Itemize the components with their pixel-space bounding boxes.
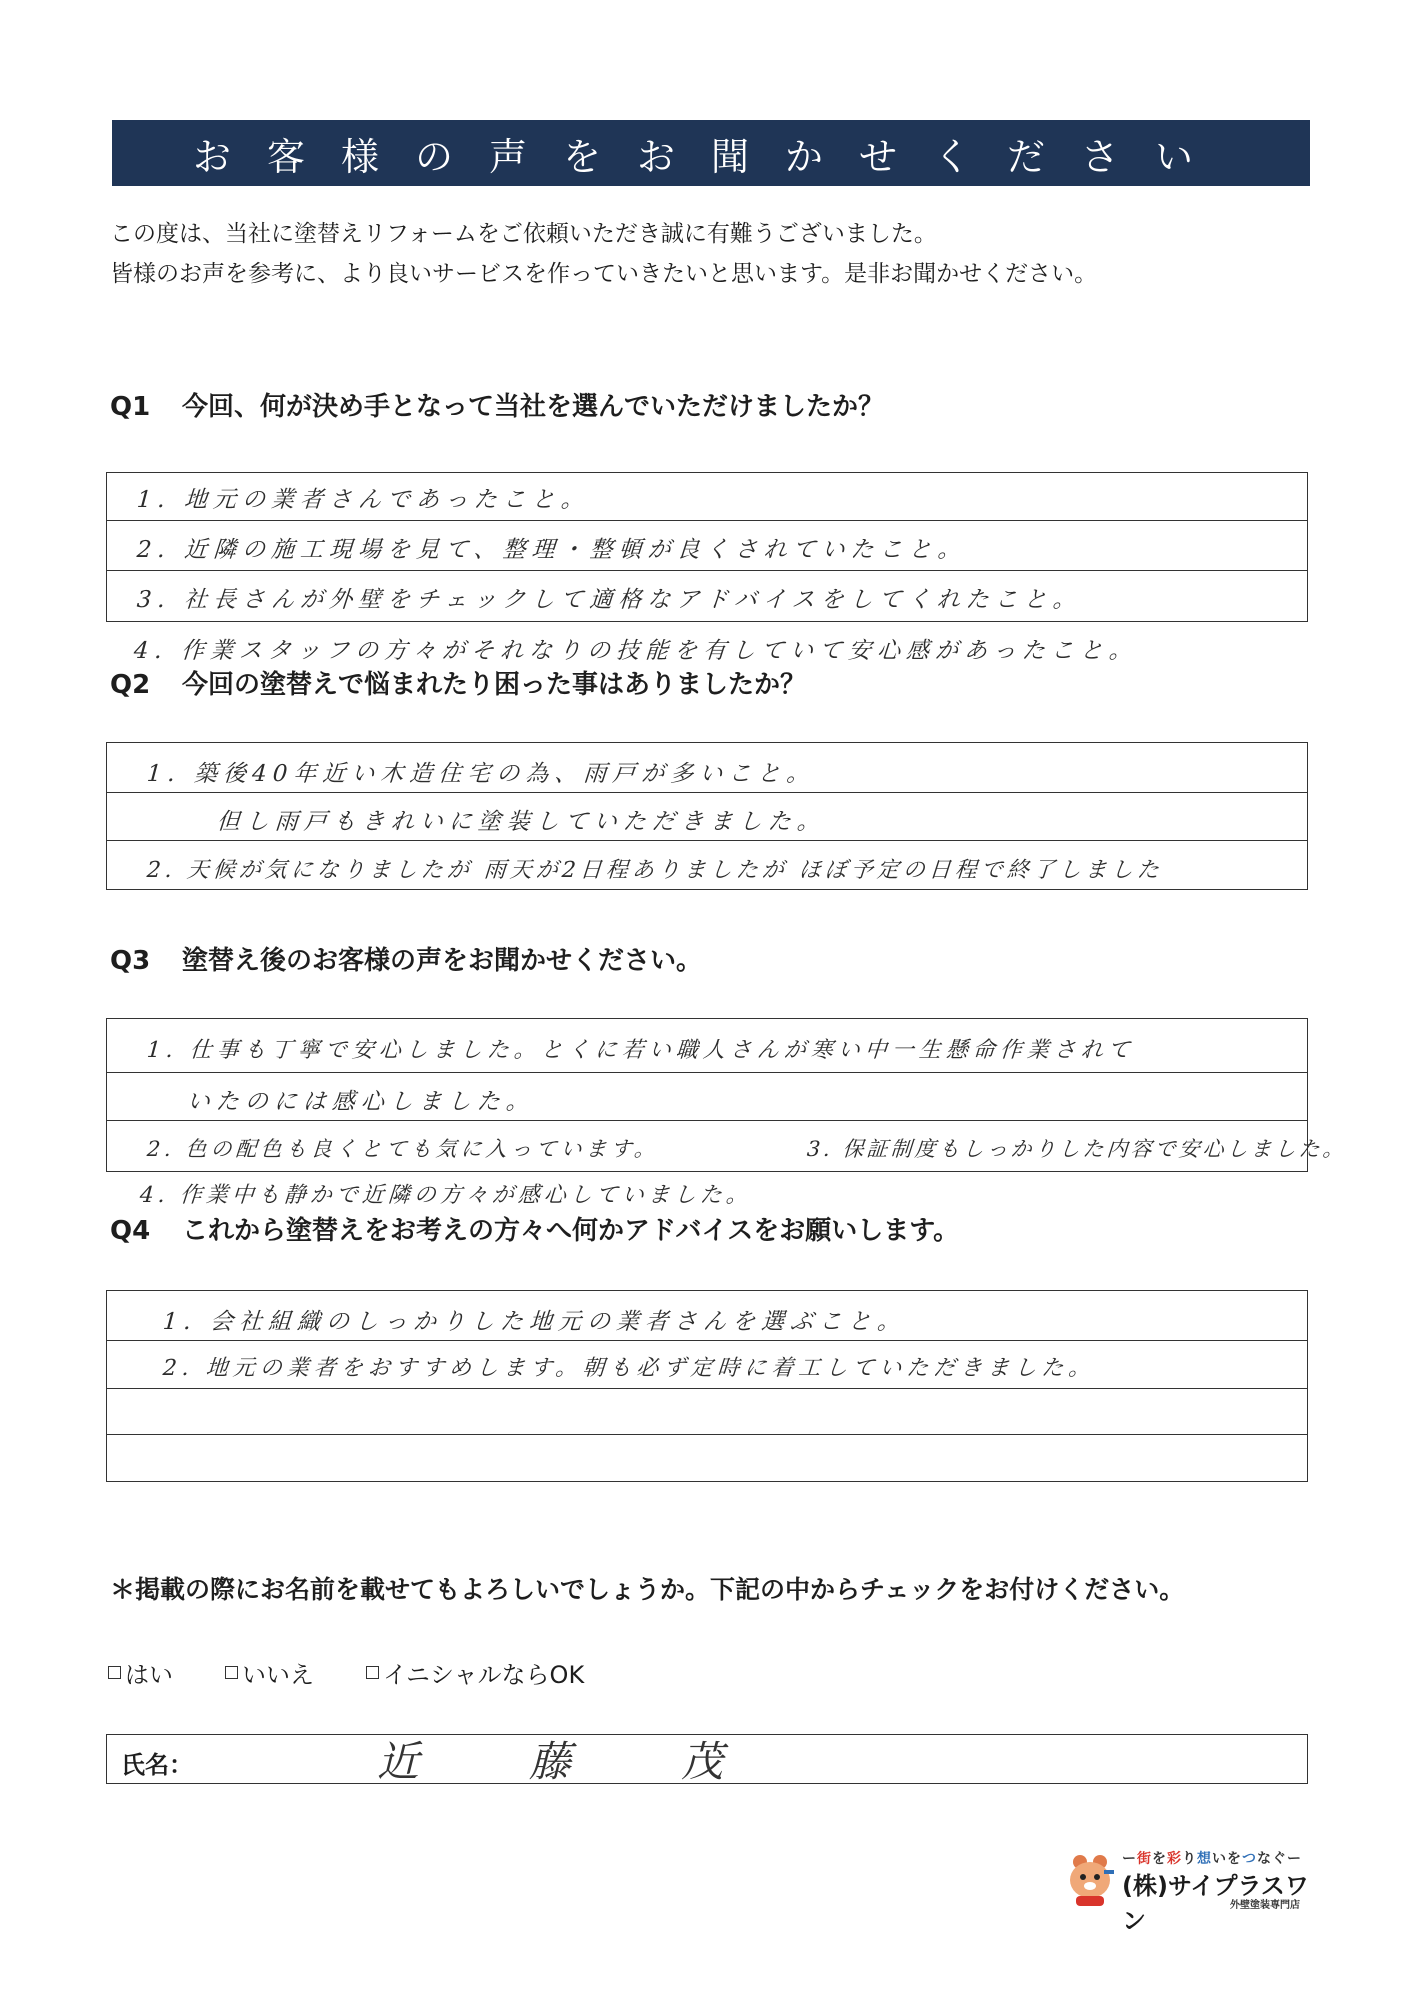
intro-line-2: 皆様のお声を参考に、より良いサービスを作っていきたいと思います。是非お聞かせください。 [110, 261, 1098, 287]
company-subtitle: 外壁塗装専門店 [1230, 1900, 1300, 1911]
publication-consent-note: ＊掲載の際にお名前を載せてもよろしいでしょうか。下記の中からチェックをお付けください。 [110, 1575, 1185, 1604]
answer-box-q1 [106, 472, 1308, 622]
choice-label: はい [125, 1661, 173, 1689]
handwritten-answer: 2. 近隣の施工現場を見て、整理・整頓が良くされていたこと。 [135, 537, 968, 563]
answer-row [107, 1435, 1307, 1481]
answer-row [107, 1073, 1307, 1121]
answer-row [107, 571, 1307, 621]
handwritten-answer: 2. 天候が気になりましたが 雨天が2日程ありましたが ほぼ予定の日程で終了しました [145, 858, 1164, 883]
choice-no[interactable] [225, 1655, 314, 1690]
handwritten-answer: いたのには感心しました。 [185, 1089, 536, 1115]
checkbox-icon[interactable] [366, 1666, 379, 1679]
checkbox-icon[interactable] [225, 1666, 238, 1679]
answer-row [107, 793, 1307, 841]
company-name: (株)サイプラスワン [1122, 1872, 1309, 1935]
choice-label: いいえ [242, 1661, 314, 1689]
choice-yes[interactable] [108, 1655, 173, 1690]
answer-row [107, 841, 1307, 889]
question-number: Q1 [110, 392, 151, 422]
answer-box-q3 [106, 1018, 1348, 1172]
handwritten-answer: 4. 作業中も静かで近隣の方々が感心していました。 [138, 1183, 753, 1208]
intro-line-1: この度は、当社に塗替えリフォームをご依頼いただき誠に有難うございました。 [110, 221, 937, 247]
answer-box-q4 [106, 1290, 1308, 1482]
handwritten-answer: 3. 社長さんが外壁をチェックして適格なアドバイスをしてくれたこと。 [135, 587, 1083, 613]
question-2 [110, 664, 806, 701]
handwritten-answer: 2. 色の配色も良くとても気に入っています。 [146, 1137, 660, 1161]
choice-label: イニシャルならOK [383, 1661, 585, 1689]
handwritten-answer: 3. 保証制度もしっかりした内容で安心しました。 [806, 1137, 1348, 1161]
answer-row [107, 473, 1307, 521]
handwritten-answer: 4. 作業スタッフの方々がそれなりの技能を有していて安心感があったこと。 [132, 638, 1139, 664]
answer-row [107, 521, 1307, 571]
answer-row [107, 1121, 1348, 1171]
question-text: これから塗替えをお考えの方々へ何かアドバイスをお願いします。 [182, 1216, 960, 1246]
answer-box-q2 [106, 742, 1308, 890]
choice-initials[interactable] [366, 1655, 584, 1690]
answer-row [107, 1291, 1307, 1341]
page-title: お客様の声をお聞かせください [112, 120, 1310, 186]
checkbox-icon[interactable] [108, 1666, 121, 1679]
question-1 [110, 386, 884, 423]
handwritten-answer: 但し雨戸もきれいに塗装していただきました。 [215, 809, 827, 835]
handwritten-answer: 1. 仕事も丁寧で安心しました。とくに若い職人さんが寒い中一生懸命作業されて [145, 1038, 1136, 1063]
mascot-icon [1060, 1852, 1118, 1908]
name-field[interactable] [106, 1734, 1308, 1784]
name-label: 氏名： [121, 1751, 193, 1779]
question-number: Q2 [110, 670, 151, 700]
handwritten-answer: 1. 地元の業者さんであったこと。 [135, 487, 591, 513]
answer-row [107, 1019, 1307, 1073]
handwritten-name: 近藤茂 [377, 1737, 834, 1786]
question-4 [110, 1210, 959, 1247]
answer-row [107, 743, 1307, 793]
handwritten-answer: 2. 地元の業者をおすすめします。朝も必ず定時に着工していただきました。 [161, 1356, 1097, 1381]
question-text: 今回、何が決め手となって当社を選んでいただけましたか？ [182, 392, 885, 422]
handwritten-answer: 1. 築後40年近い木造住宅の為、雨戸が多いこと。 [145, 761, 817, 787]
answer-row [107, 1389, 1307, 1435]
question-number: Q4 [110, 1216, 151, 1246]
question-3 [110, 940, 702, 977]
question-number: Q3 [110, 946, 151, 976]
company-logo [1060, 1846, 1320, 1935]
question-text: 今回の塗替えで悩まれたり困った事はありましたか？ [182, 670, 807, 700]
logo-slogan: ー街を彩り想いをつなぐー [1122, 1851, 1302, 1867]
handwritten-answer: 1. 会社組織のしっかりした地元の業者さんを選ぶこと。 [161, 1309, 907, 1335]
answer-row [107, 1341, 1307, 1389]
consent-choices [108, 1655, 636, 1690]
question-text: 塗替え後のお客様の声をお聞かせください。 [182, 946, 703, 976]
